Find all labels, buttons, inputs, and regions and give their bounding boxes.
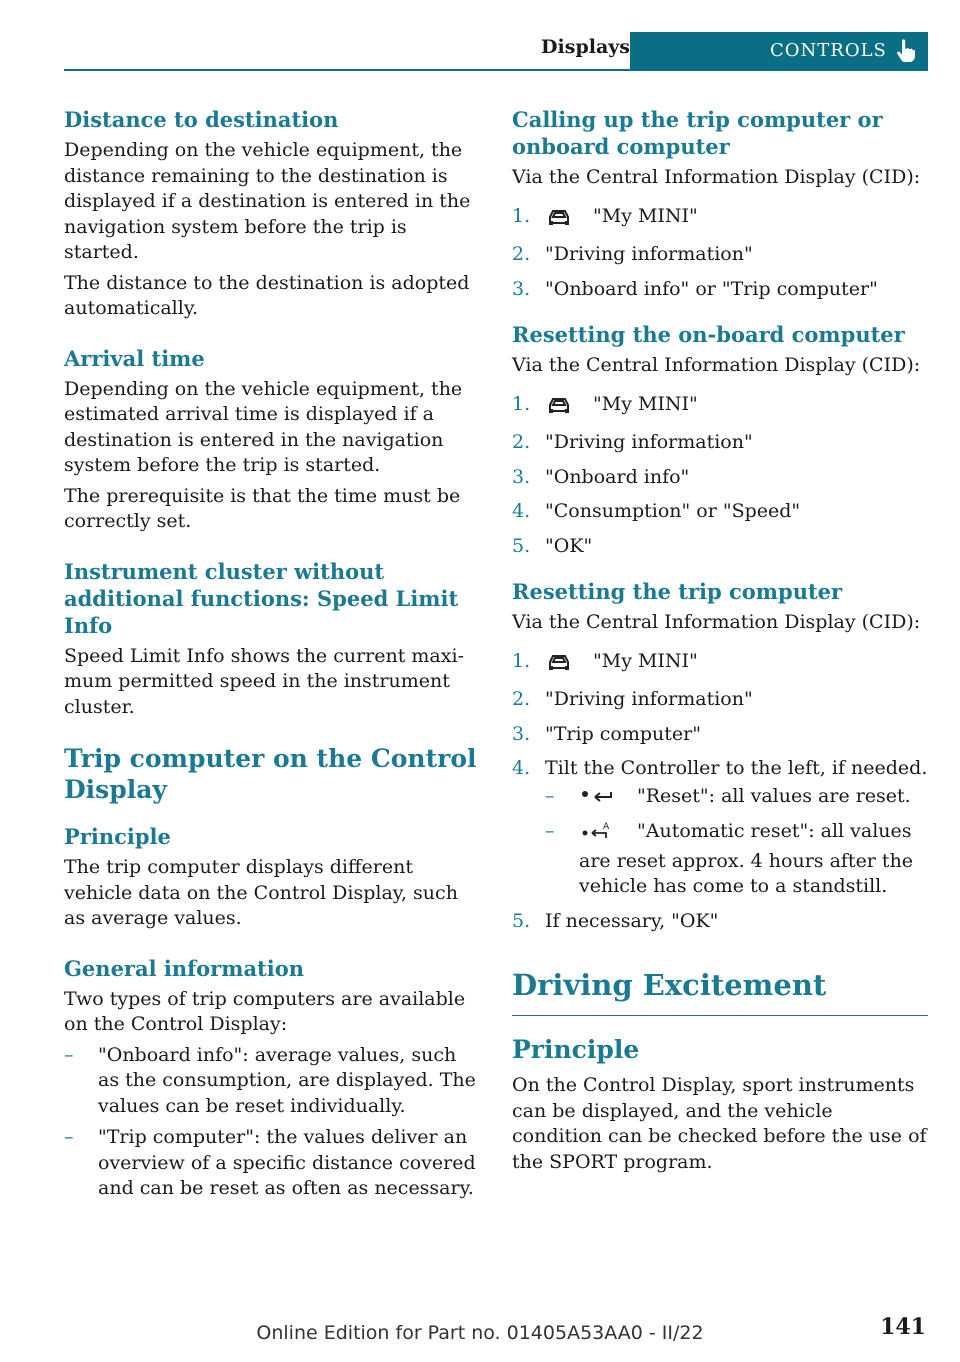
list-item: 1. "My MINI" [512,649,928,679]
section-title: Displays [541,36,630,58]
right-column [512,106,928,1180]
reset-icon [581,788,615,814]
list-item: 3. "Onboard info" or "Trip computer" [512,277,878,300]
principle-heading: Principle [64,824,171,849]
chapter-label: CONTROLS [770,40,887,61]
general-info-heading: General information [64,955,305,981]
excitement-principle-paragraph: On the Control Display, sport instruments can be displayed, and the vehicle condition can be checked before the use of the SPORT program. [512,1074,927,1173]
distance-paragraph-1: Depending on the vehicle equipment, the distance remaining to the destination is displayed if a destination is entered in the navigation system before the trip is started. [64,139,471,263]
reset-trip-heading: Resetting the trip computer [512,579,843,604]
general-info-paragraph: Two types of trip computers are available on the Control Display: [64,987,466,1035]
page-footer [0,1314,960,1348]
speed-limit-heading: Instrument cluster without additional functions: Speed Limit Info [64,558,459,638]
driving-excitement-heading: Driving Excitement [512,965,928,1016]
page-number: 141 [880,1314,926,1340]
svg-text:A: A [603,822,610,832]
arrival-paragraph-2: The prerequisite is that the time must be correctly set. [64,484,461,532]
page-header [0,32,960,72]
calling-up-heading: Calling up the trip computer or onboard computer [512,107,883,159]
list-item: – "Trip computer": the values deliver an overview of a specific distance covered and can be reset as often as necessary. [64,1126,476,1199]
list-item: 4. Tilt the Controller to the left, if needed. – "Reset": all values are reset. – A "Automatic reset": all values are reset approx. 4 hours after the vehicle has come to a standstill. [512,756,928,900]
speed-limit-paragraph: Speed Limit Info shows the current maximum permitted speed in the instrument cluster. [64,644,464,718]
list-item: 5. "OK" [512,534,593,557]
list-item: – "Reset": all values are reset. [545,784,928,814]
list-item: 3. "Onboard info" [512,465,690,488]
calling-up-steps [512,204,928,303]
reset-onboard-steps [512,392,928,560]
trip-computer-heading: Trip computer on the Control Display [64,744,477,804]
left-column [64,106,479,1208]
list-item: 2. "Driving information" [512,243,753,265]
list-item: 3. "Trip computer" [512,722,701,745]
reset-onboard-intro: Via the Central Information Display (CID): [512,354,921,376]
reset-onboard-heading: Resetting the on-board computer [512,322,905,347]
arrival-heading: Arrival time [64,345,205,371]
header-rule [64,69,928,71]
pointing-hand-icon [896,39,916,68]
reset-options-list [545,784,928,900]
chapter-tab [630,32,928,71]
list-item: – A "Automatic reset": all values are reset approx. 4 hours after the vehicle has come to a standstill. [545,820,914,897]
car-icon [547,208,571,234]
edition-note: Online Edition for Part no. 01405A53AA0 - II/22 [256,1322,704,1344]
principle-paragraph: The trip computer displays different vehicle data on the Control Display, such as average values. [64,856,458,929]
car-icon [547,396,571,422]
distance-paragraph-2: The distance to the destination is adopted automatically. [64,271,470,319]
automatic-reset-icon [581,821,615,849]
list-item: 2. "Driving information" [512,431,753,453]
arrival-paragraph-1: Depending on the vehicle equipment, the estimated arrival time is displayed if a destination is entered in the navigation system before the trip is started. [64,377,463,476]
list-item: 4. "Consumption" or "Speed" [512,500,801,522]
list-item: 1. "My MINI" [512,392,928,422]
list-item: 2. "Driving information" [512,688,753,710]
list-item: 1. "My MINI" [512,204,928,234]
list-item: – "Onboard info": average values, such as the consumption, are displayed. The values can be reset individually. [64,1043,476,1117]
distance-heading: Distance to destination [64,107,339,132]
excitement-principle-heading: Principle [512,1035,640,1064]
calling-up-intro: Via the Central Information Display (CID): [512,166,921,188]
car-icon [547,653,571,679]
reset-trip-intro: Via the Central Information Display (CID): [512,611,921,633]
list-item: 5. If necessary, "OK" [512,909,719,932]
trip-computer-types-list [64,1043,479,1202]
reset-trip-steps [512,649,928,935]
